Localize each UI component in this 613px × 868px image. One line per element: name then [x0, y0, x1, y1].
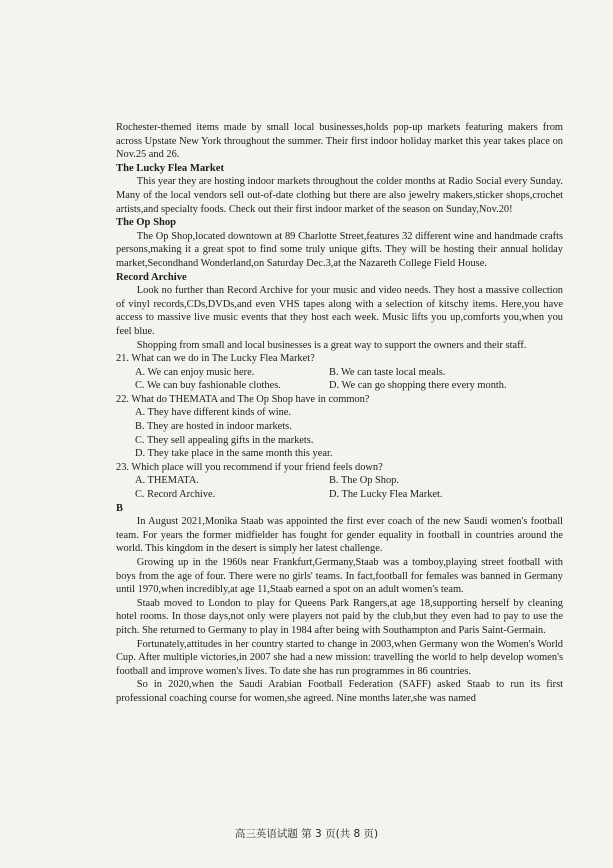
option-a: A. We can enjoy music here. — [135, 366, 255, 378]
passage-b-paragraph-5: So in 2020,when the Saudi Arabian Football Federation (SAFF) asked Staab to run its first professional coaching course for women,she agreed. Nine months later,she was named — [116, 679, 563, 704]
option-c: C. Record Archive. — [135, 489, 216, 501]
passage-b-paragraph-2: Growing up in the 1960s near Frankfurt,Germany,Staab was a tomboy,playing street football with boys from the age of four. There were no girls' teams. In fact,football for females was banned in Germany until 1970,when incredibly,at age 11,Staab earned a spot on an adult women's team. — [116, 557, 563, 596]
options — [116, 366, 563, 393]
paragraph-closing: Shopping from small and local businesses is a great way to support the owners and their staff. — [136, 339, 527, 351]
section-b-heading: B — [116, 502, 123, 514]
question-21 — [116, 352, 563, 393]
heading-record-archive: Record Archive — [116, 271, 187, 283]
option-a: A. They have different kinds of wine. — [135, 407, 292, 419]
option-a: A. THEMATA. — [135, 475, 199, 487]
options — [116, 474, 563, 501]
option-d: D. The Lucky Flea Market. — [329, 489, 443, 501]
question-23 — [116, 461, 563, 502]
option-b: B. The Op Shop. — [329, 475, 399, 487]
passage-b-paragraph-4: Fortunately,attitudes in her country started to change in 2003,when Germany won the Women's World Cup. After multiple victories,in 2007 she had a new mission: travelling the world to help develop women's football and improve women's lives. To date she has run programmes in 86 countries. — [116, 638, 563, 677]
option-d: D. We can go shopping there every month. — [329, 380, 507, 392]
options — [116, 406, 563, 460]
page-footer: 高三英语试题 第 3 页(共 8 页) — [234, 828, 379, 840]
paragraph-lucky-flea: This year they are hosting indoor markets throughout the colder months at Radio Social every Sunday. Many of the local vendors sell out-of-date clothing but there are also jewelry makers,sticker shops,crochet artists,and specialty foods. Check out their first indoor market of the season on Sunday,Nov.20! — [116, 176, 563, 215]
paragraph-record-archive: Look no further than Record Archive for your music and video needs. They host a massive collection of vinyl records,CDs,DVDs,and even VHS tapes along with a selection of kitschy items. Here,you have access to massive live music events that they host each week. Music lifts you up,comforts you,when you feel blue. — [116, 285, 563, 337]
question-stem: 23. Which place will you recommend if your friend feels down? — [116, 461, 383, 473]
passage-b-paragraph-3: Staab moved to London to play for Queens Park Rangers,at age 18,supporting herself by cleaning hotel rooms. In those days,not only were players not paid by the club,but they even had to pay to use the pitch. She returned to Germany to play in 1984 after being with Southampton and Paris Saint-Germain. — [116, 597, 563, 636]
option-b: B. We can taste local meals. — [329, 366, 446, 378]
option-d: D. They take place in the same month this year. — [135, 448, 333, 460]
option-c: C. We can buy fashionable clothes. — [135, 380, 281, 392]
question-stem: 22. What do THEMATA and The Op Shop have in common? — [116, 393, 370, 405]
heading-lucky-flea: The Lucky Flea Market — [116, 162, 224, 174]
option-c: C. They sell appealing gifts in the markets. — [135, 434, 314, 446]
option-b: B. They are hosted in indoor markets. — [135, 421, 292, 433]
passage-b-paragraph-1: In August 2021,Monika Staab was appointed the first ever coach of the new Saudi women's football team. For years the former midfielder has fought for gender equality in football in countries around the world. This kingdom in the desert is simply her latest challenge. — [116, 516, 563, 555]
page-content — [116, 121, 563, 706]
question-22 — [116, 393, 563, 461]
question-stem: 21. What can we do in The Lucky Flea Market? — [116, 353, 315, 365]
heading-op-shop: The Op Shop — [116, 217, 177, 229]
passage-a-intro: Rochester-themed items made by small local businesses,holds pop-up markets featuring makers from across Upstate New York throughout the summer. Their first indoor holiday market this year takes place on Nov.25 and 26. — [116, 122, 563, 161]
paragraph-op-shop: The Op Shop,located downtown at 89 Charlotte Street,features 32 different wine and handmade crafts persons,making it a great spot to find some truly unique gifts. They will be hosting their annual holiday market,Secondhand Wonderland,on Saturday Dec.3,at the Nazareth College Field House. — [116, 230, 563, 269]
